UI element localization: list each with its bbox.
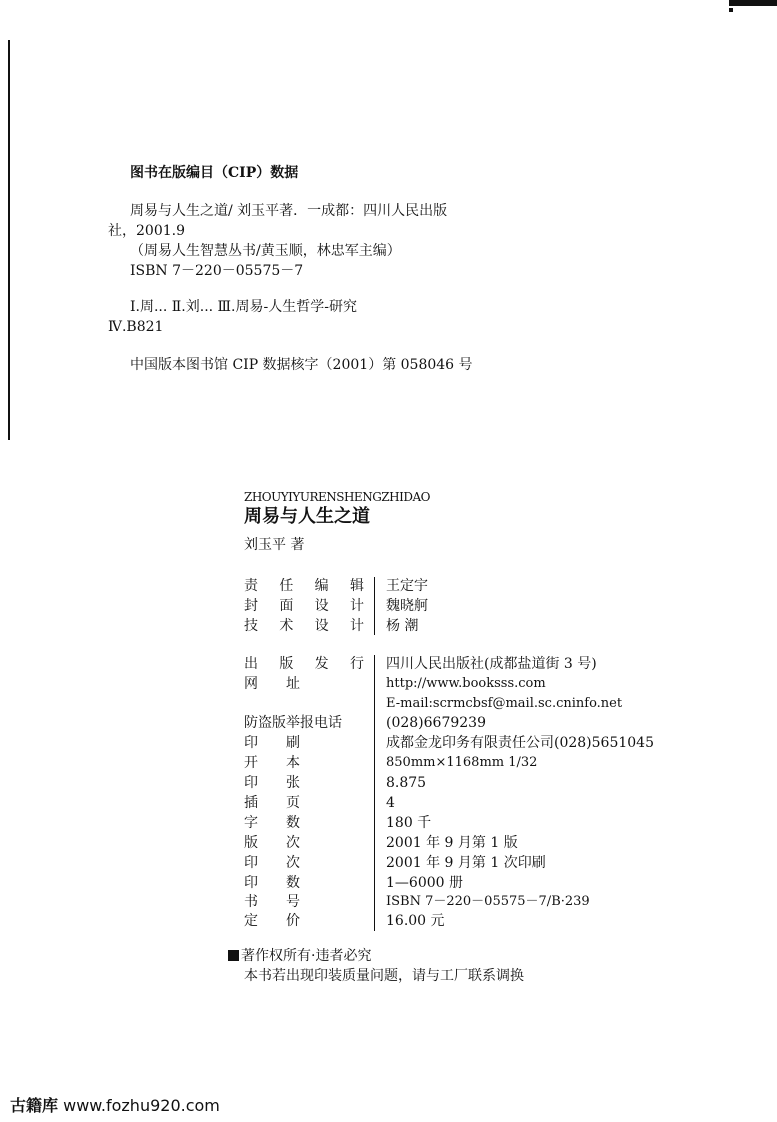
credit-value: 王定宇: [386, 578, 428, 594]
cip-line-2: 社，2001.9: [108, 223, 185, 239]
site-watermark: [10, 1093, 220, 1116]
pub-value: 4: [386, 795, 395, 811]
pub-value: 16.00 元: [386, 913, 445, 929]
pub-label: 印次: [244, 855, 300, 871]
book-author: 刘玉平 著: [244, 537, 305, 553]
pub-label: 印张: [244, 775, 300, 791]
pub-value: 2001 年 9 月第 1 次印刷: [386, 855, 546, 871]
credit-label: 责任编辑: [244, 578, 364, 594]
pub-value: http://www.booksss.com: [386, 676, 546, 691]
scan-corner-mark: [729, 0, 777, 6]
pub-label: 插页: [244, 795, 300, 811]
pub-value: 180 千: [386, 815, 432, 831]
return-policy: 本书若出现印装质量问题，请与工厂联系调换: [244, 968, 524, 984]
cip-classification-1: Ⅰ.周... Ⅱ.刘... Ⅲ.周易-人生哲学-研究: [130, 299, 357, 315]
pub-value: 成都金龙印务有限责任公司(028)5651045: [386, 735, 654, 751]
cip-isbn: ISBN 7－220－05575－7: [130, 263, 304, 279]
pub-value: 8.875: [386, 775, 427, 791]
book-title: 周易与人生之道: [244, 506, 370, 527]
pub-value: (028)6679239: [386, 715, 486, 731]
publishing-divider: [374, 655, 375, 931]
pub-value: 1—6000 册: [386, 875, 463, 891]
copyright-text: 著作权所有·违者必究: [241, 948, 372, 964]
watermark-site-name: 古籍库: [10, 1096, 59, 1115]
black-square-icon: [228, 950, 239, 961]
scan-dot: [729, 8, 733, 12]
pub-value: ISBN 7－220－05575－7/B·239: [386, 894, 590, 909]
pub-label: 书号: [244, 894, 300, 910]
cip-record-number: 中国版本图书馆 CIP 数据核字（2001）第 058046 号: [130, 357, 473, 373]
scan-left-margin-line: [8, 40, 10, 440]
book-pinyin: ZHOUYIYURENSHENGZHIDAO: [244, 490, 430, 504]
pub-value: E-mail:scrmcbsf@mail.sc.cninfo.net: [386, 696, 623, 711]
pub-value: 2001 年 9 月第 1 版: [386, 835, 518, 851]
pub-label: 开本: [244, 755, 300, 771]
pub-label: 印刷: [244, 735, 300, 751]
pub-label: 印数: [244, 875, 300, 891]
credit-label: 技术设计: [244, 618, 364, 634]
credit-value: 杨 潮: [386, 618, 419, 634]
pub-value: 850mm×1168mm 1/32: [386, 755, 538, 770]
credit-label: 封面设计: [244, 598, 364, 614]
watermark-url: www.fozhu920.com: [63, 1096, 220, 1115]
pub-label: 防盗版举报电话: [244, 715, 342, 731]
pub-label: 网址: [244, 676, 300, 692]
credit-value: 魏晓舸: [386, 598, 428, 614]
cip-classification-2: Ⅳ.B821: [108, 319, 164, 335]
pub-label: 版次: [244, 835, 300, 851]
pub-label: 定价: [244, 913, 300, 929]
cip-line-3: （周易人生智慧丛书/黄玉顺，林忠军主编）: [130, 243, 401, 259]
credits-divider: [374, 577, 375, 635]
pub-value: 四川人民出版社(成都盐道街 3 号): [386, 656, 597, 672]
pub-label: 字数: [244, 815, 300, 831]
cip-heading: 图书在版编目（CIP）数据: [130, 165, 299, 181]
copyright-notice: [228, 947, 371, 965]
pub-label: 出版发行: [244, 656, 364, 672]
cip-line-1: 周易与人生之道/ 刘玉平著．一成都：四川人民出版: [130, 203, 448, 219]
